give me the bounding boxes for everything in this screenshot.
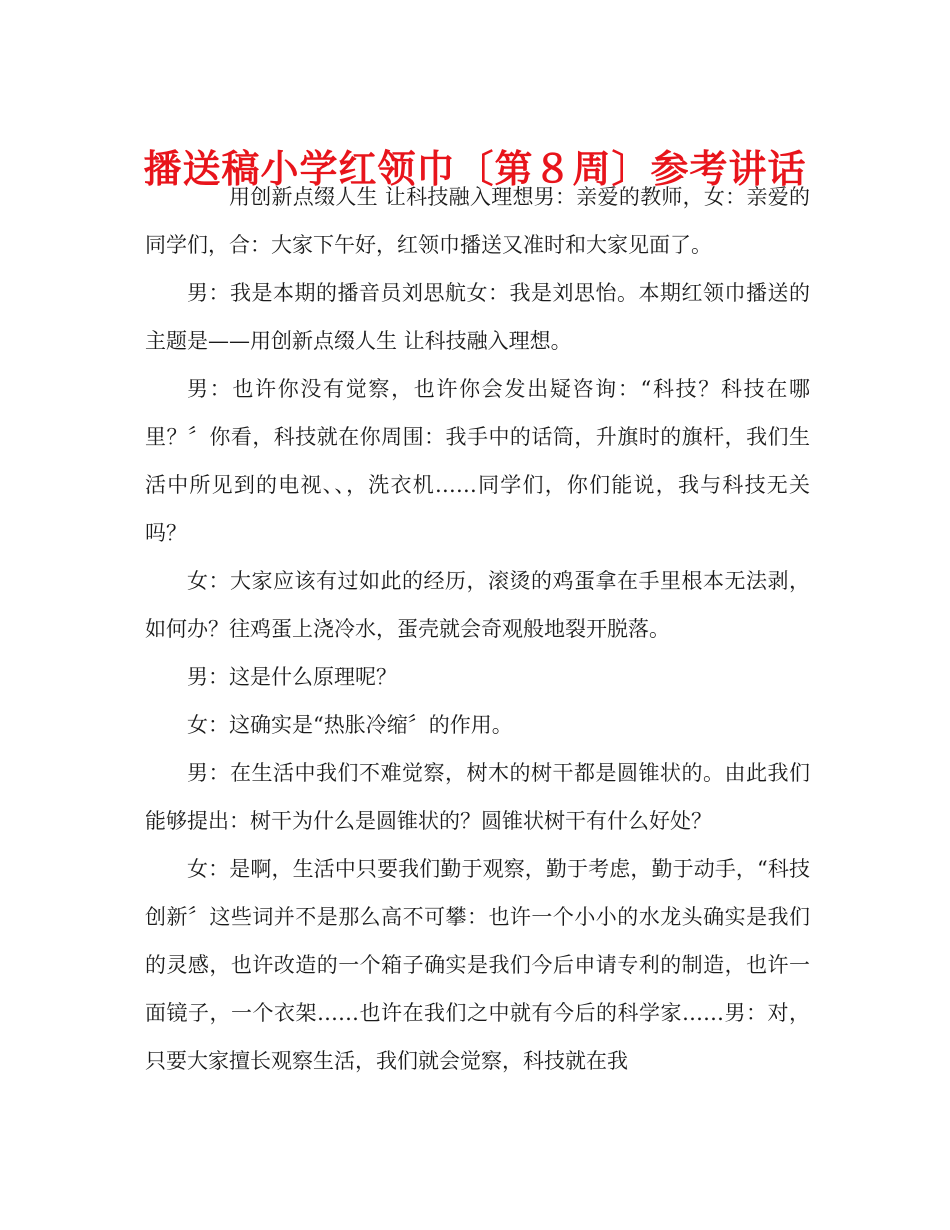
paragraph-8: 女：是啊，生活中只要我们勤于观察，勤于考虑，勤于动手，“科技 创新〞这些词并不是那么高不可攀：也许一个小小的水龙头确实是我们的灵感，也许改造的一个箱子确实是我们今后申请专利的制造，也许一面镜子，一个衣架……也许在我们之中就有今后的科学家……男：对，只要大家擅长观察生活，我们就会觉察，科技就在我 bbox=[145, 857, 810, 1073]
paragraph-5: 男：这是什么原理呢？ bbox=[187, 665, 397, 689]
paragraph-6: 女：这确实是“热胀冷缩〞的作用。 bbox=[187, 713, 513, 737]
paragraph-2: 男：我是本期的播音员刘思航女：我是刘思怡。本期红领巾播送的主题是——用创新点缀人生 让科技融入理想。 bbox=[145, 281, 810, 353]
paragraph-1: 用创新点缀人生 让科技融入理想男：亲爱的教师，女：亲爱的同学们，合：大家下午好，红领巾播送又准时和大家见面了。 bbox=[145, 185, 810, 257]
document-body bbox=[145, 173, 810, 1085]
paragraph-7: 男：在生活中我们不难觉察，树木的树干都是圆锥状的。由此我们能够提出：树干为什么是圆锥状的？圆锥状树干有什么好处？ bbox=[145, 761, 810, 833]
paragraph-3: 男：也许你没有觉察，也许你会发出疑咨询：“科技？科技在哪里？〞你看，科技就在你周围：我手中的话筒，升旗时的旗杆，我们生活中所见到的电视、、，洗衣机……同学们，你们能说，我与科技无关吗？ bbox=[145, 377, 810, 545]
paragraph-4: 女：大家应该有过如此的经历，滚烫的鸡蛋拿在手里根本无法剥，如何办？往鸡蛋上浇冷水，蛋壳就会奇观般地裂开脱落。 bbox=[145, 569, 810, 641]
document-title: 播送稿小学红领巾〔第８周〕参考讲话 bbox=[143, 147, 807, 192]
